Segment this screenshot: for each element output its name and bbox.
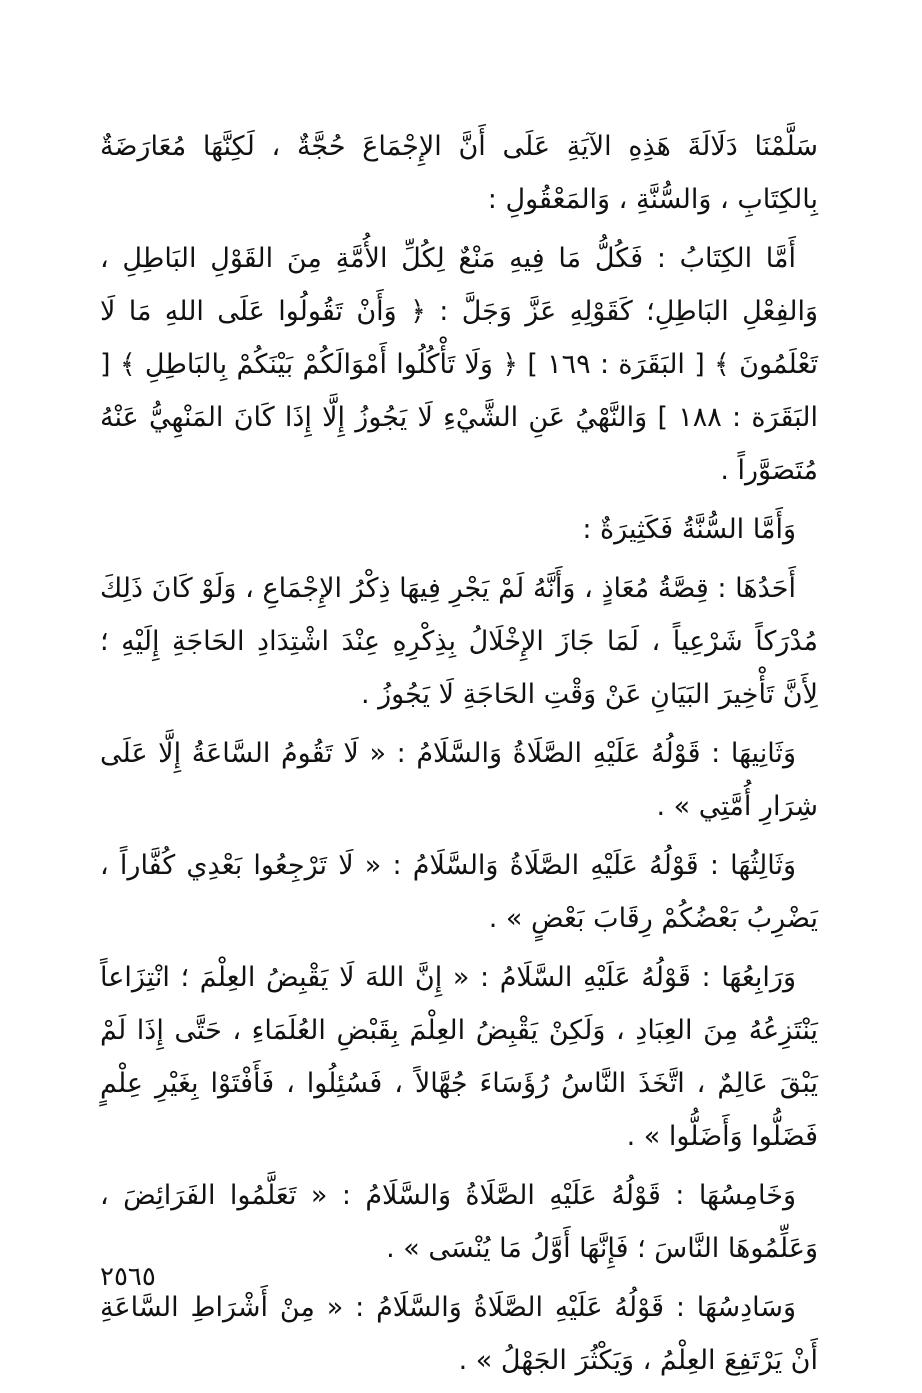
paragraph-second-point: وَثَانِيهَا : قَوْلُهُ عَلَيْهِ الصَّلَاةُ وَالسَّلَامُ : « لَا تَقُومُ السَّاعَةُ إِلَّا عَلَى شِرَارِ أُمَّتِي » . [100, 738, 818, 822]
paragraph-sunnah-intro: وَأَمَّا السُّنَّةُ فَكَثِيرَةٌ : [582, 514, 796, 545]
paragraph-first-point: أَحَدُهَا : قِصَّةُ مُعَاذٍ ، وَأَنَّهُ لَمْ يَجْرِ فِيهَا ذِكْرُ الإِجْمَاعِ ، وَلَوْ كَانَ ذَلِكَ مُدْرَكاً شَرْعِياً ، لَمَا جَازَ الإِخْلَالُ بِذِكْرِهِ عِنْدَ اشْتِدَادِ الحَاجَةِ إِلَيْهِ ؛ لِأَنَّ تَأْخِيرَ البَيَانِ عَنْ وَقْتِ الحَاجَةِ لَا يَجُوزُ . [100, 573, 818, 710]
body-text [100, 120, 818, 1393]
paragraph-premise: سَلَّمْنَا دَلَالَةَ هَذِهِ الآيَةِ عَلَى أَنَّ الإِجْمَاعَ حُجَّةٌ ، لَكِنَّهَا مُعَارَضَةٌ بِالكِتَابِ ، وَالسُّنَّةِ ، وَالمَعْقُولِ : [100, 131, 818, 215]
paragraph-sixth-point: وَسَادِسُهَا : قَوْلُهُ عَلَيْهِ الصَّلَاةُ وَالسَّلَامُ : « مِنْ أَشْرَاطِ السَّاعَةِ أَنْ يَرْتَفِعَ العِلْمُ ، وَيَكْثُرَ الجَهْلُ » . [100, 1292, 818, 1376]
paragraph-third-point: وَثَالِثُهَا : قَوْلُهُ عَلَيْهِ الصَّلَاةُ وَالسَّلَامُ : « لَا تَرْجِعُوا بَعْدِي كُفَّاراً ، يَضْرِبُ بَعْضُكُمْ رِقَابَ بَعْضٍ » . [100, 850, 818, 934]
paragraph-quran-evidence: أَمَّا الكِتَابُ : فَكُلُّ مَا فِيهِ مَنْعٌ لِكُلِّ الأُمَّةِ مِنَ القَوْلِ البَاطِلِ ، وَالفِعْلِ البَاطِلِ؛ كَقَوْلِهِ عَزَّ وَجَلَّ : ﴿ وَأَنْ تَقُولُوا عَلَى اللهِ مَا لَا تَعْلَمُونَ ﴾ [ البَقَرَة : ١٦٩ ] ﴿ وَلَا تَأْكُلُوا أَمْوَالَكُمْ بَيْنَكُمْ بِالبَاطِلِ ﴾ [ البَقَرَة : ١٨٨ ] وَالنَّهْيُ عَنِ الشَّيْءِ لَا يَجُوزُ إِلَّا إِذَا كَانَ المَنْهِيُّ عَنْهُ مُتَصَوَّراً . [100, 243, 818, 486]
paragraph-fourth-point: وَرَابِعُهَا : قَوْلُهُ عَلَيْهِ السَّلَامُ : « إِنَّ اللهَ لَا يَقْبِضُ العِلْمَ ؛ انْتِزَاعاً يَنْتَزِعُهُ مِنَ العِبَادِ ، وَلَكِنْ يَقْبِضُ العِلْمَ بِقَبْضِ العُلَمَاءِ ، حَتَّى إِذَا لَمْ يَبْقَ عَالِمٌ ، اتَّخَذَ النَّاسُ رُؤَسَاءَ جُهَّالاً ، فَسُئِلُوا ، فَأَفْتَوْا بِغَيْرِ عِلْمٍ فَضَلُّوا وَأَضَلُّوا » . [100, 962, 818, 1152]
paragraph-fifth-point: وَخَامِسُهَا : قَوْلُهُ عَلَيْهِ الصَّلَاةُ وَالسَّلَامُ : « تَعَلَّمُوا الفَرَائِضَ ، وَعَلِّمُوهَا النَّاسَ ؛ فَإِنَّهَا أَوَّلُ مَا يُنْسَى » . [100, 1180, 818, 1264]
page-number: ٢٥٦٥ [100, 1262, 156, 1292]
